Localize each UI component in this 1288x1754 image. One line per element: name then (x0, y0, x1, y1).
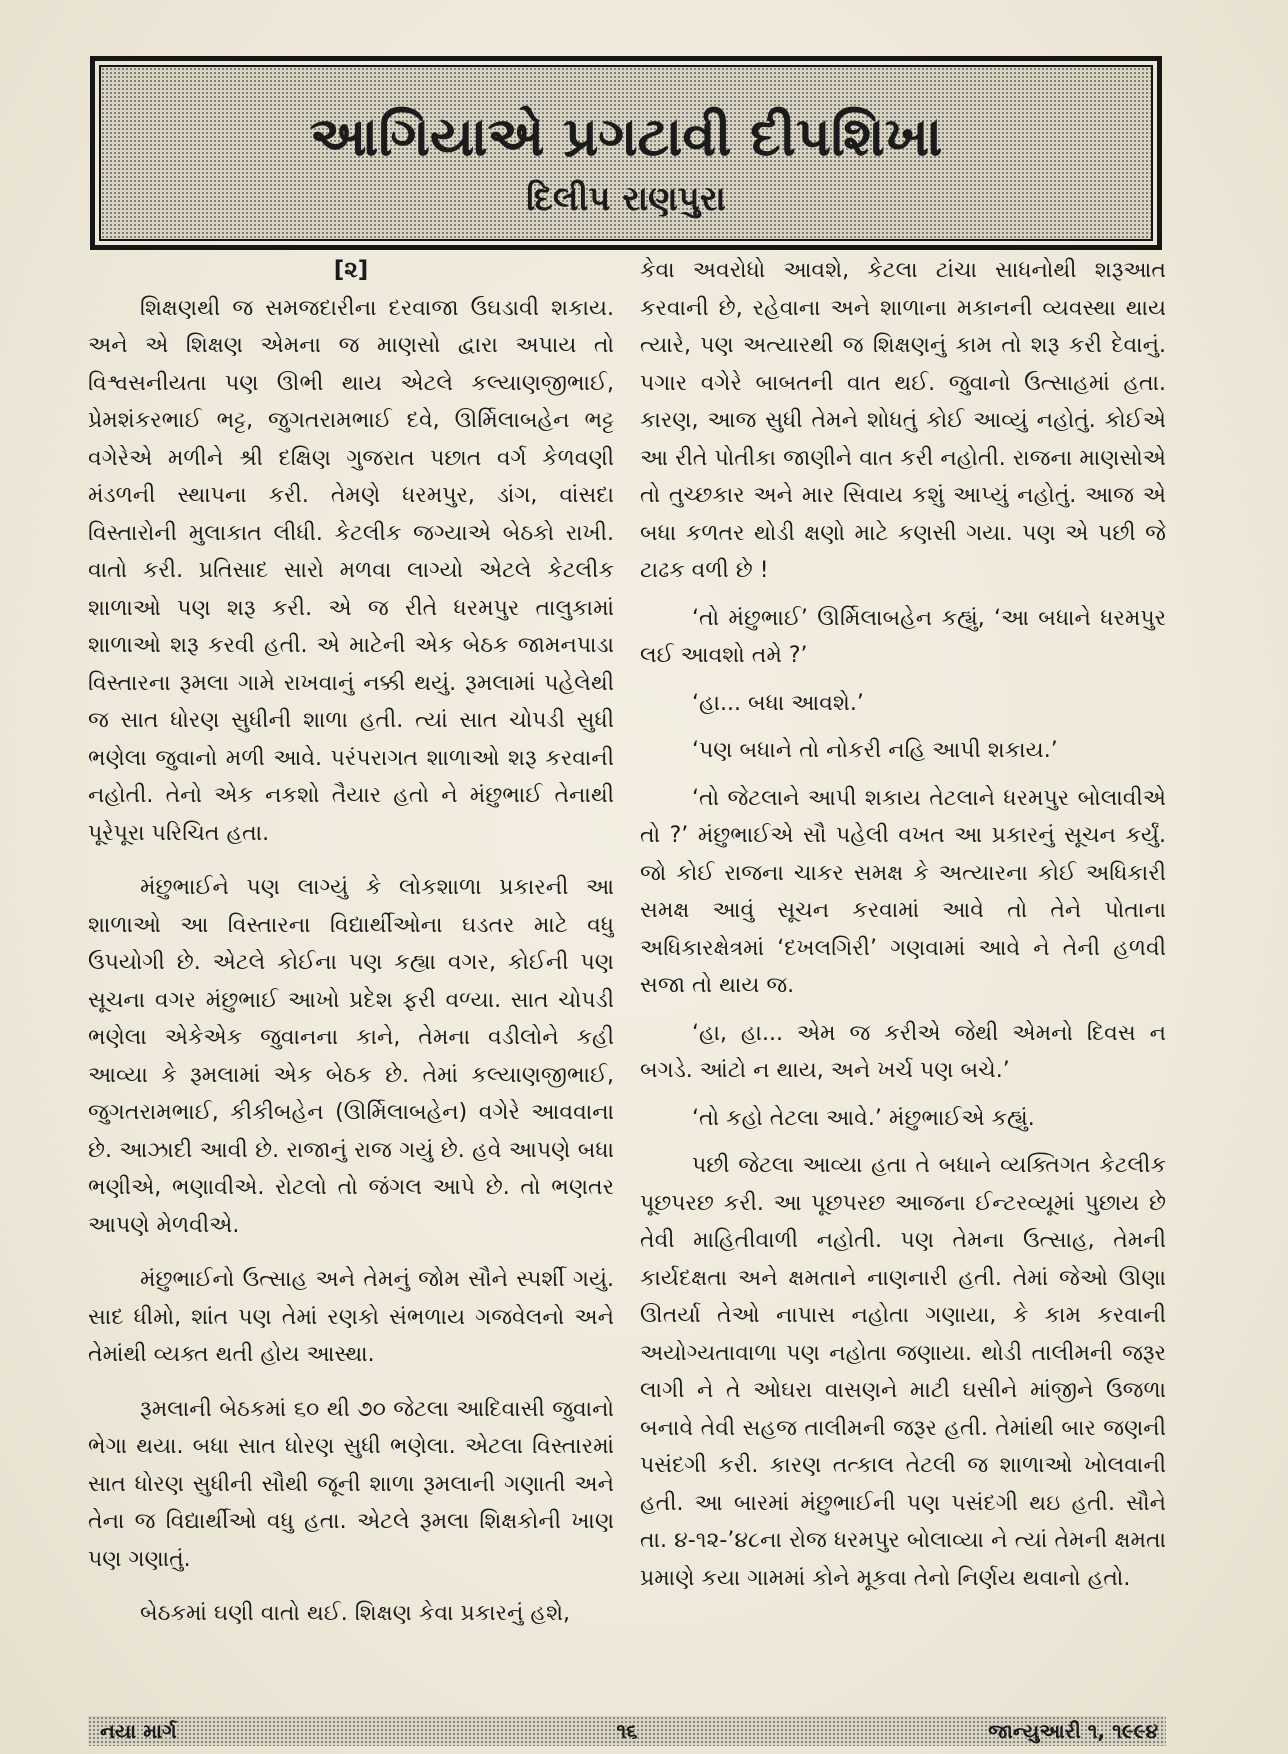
dialogue-paragraph: ‘તો જેટલાને આપી શકાય તેટલાને ધરમપુર બોલાવીએ તો ?’ મંછુભાઈએ સૌ પહેલી વખત આ પ્રકારનું સૂચન કર્યું. જો કોઈ રાજના ચાકર સમક્ષ કે અત્યારના કોઈ અધિકારી સમક્ષ આવું સૂચન કરવામાં આવે તો તેને પોતાના અધિકારક્ષેત્રમાં ‘દખલગિરી’ ગણવામાં આવે ને તેની હળવી સજા તો થાય જ. (640, 785, 1166, 998)
issue-date: જાન્યુઆરી ૧, ૧૯૯૪ (988, 1719, 1158, 1743)
page-number: ૧૬ (616, 1719, 638, 1743)
paragraph: પછી જેટલા આવ્યા હતા તે બધાને વ્યક્તિગત કેટલીક પૂછપરછ કરી. આ પૂછપરછ આજના ઈન્ટરવ્યૂમાં પુછાય છે તેવી માહિતીવાળી નહોતી. પણ તેમના ઉત્સાહ, તેમની કાર્યદક્ષતા અને ક્ષમતાને નાણનારી હતી. તેમાં જેઓ ઊણા ઊતર્યા તેઓ નાપાસ નહોતા ગણાયા, કે કામ કરવાની અયોગ્યતાવાળા પણ નહોતા જણાયા. થોડી તાલીમની જરૂર લાગી ને તે ઓઘરા વાસણને માટી ઘસીને માંજીને ઉજળા બનાવે તેવી સહજ તાલીમની જરૂર હતી. તેમાંથી બાર જણની પસંદગી કરી. કારણ તત્કાલ તેટલી જ શાળાઓ ખોલવાની હતી. આ બારમાં મંછુભાઈની પણ પસંદગી થઇ હતી. સૌને તા. ૪-૧૨-’૪૮ના રોજ ધરમપુર બોલાવ્યા ને ત્યાં તેમની ક્ષમતા પ્રમાણે કયા ગામમાં કોને મૂકવા તેનો નિર્ણય થવાનો હતો. (640, 1153, 1166, 1591)
dialogue-paragraph: ‘હા, હા... એમ જ કરીએ જેથી એમનો દિવસ ન બગડે. આંટો ન થાય, અને ખર્ચ પણ બચે.’ (640, 1020, 1166, 1083)
title-halftone-panel (99, 65, 1153, 241)
dialogue-paragraph: ‘પણ બધાને તો નોકરી નહિ આપી શકાય.’ (692, 738, 1058, 763)
paragraph: કેવા અવરોધો આવશે, કેટલા ટાંચા સાધનોથી શરૂઆત કરવાની છે, રહેવાના અને શાળાના મકાનની વ્યવસ્થા થાય ત્યારે, પણ અત્યારથી જ શિક્ષણનું કામ તો શરૂ કરી દેવાનું. પગાર વગેરે બાબતની વાત થઈ. જુવાનો ઉત્સાહમાં હતા. કારણ, આજ સુધી તેમને શોધતું કોઈ આવ્યું નહોતું. કોઈએ આ રીતે પોતીકા જાણીને વાત કરી નહોતી. રાજના માણસોએ તો તુચ્છકાર અને માર સિવાય કશું આપ્યું નહોતું. આજ એ બધા કળતર થોડી ક્ષણો માટે કણસી ગયા. પણ એ પછી જે ટાઢક વળી છે ! (640, 258, 1166, 583)
paragraph: મંછુભાઈને પણ લાગ્યું કે લોકશાળા પ્રકારની આ શાળાઓ આ વિસ્તારના વિદ્યાર્થીઓના ઘડતર માટે વધુ ઉપયોગી છે. એટલે કોઈના પણ કહ્યા વગર, કોઈની પણ સૂચના વગર મંછુભાઈ આખો પ્રદેશ ફરી વળ્યા. સાત ચોપડી ભણેલા એકેએક જુવાનના કાને, તેમના વડીલોને કહી આવ્યા કે રૂમલામાં એક બેઠક છે. તેમાં કલ્યાણજીભાઈ, જુગતરામભાઈ, કીકીબહેન (ઊર્મિલાબહેન) વગેરે આવવાના છે. આઝાદી આવી છે. રાજાનું રાજ ગયું છે. હવે આપણે બધા ભણીએ, ભણાવીએ. રોટલો તો જંગલ આપે છે. તો ભણતર આપણે મેળવીએ. (88, 875, 614, 1238)
paragraph: મંછુભાઈનો ઉત્સાહ અને તેમનું જોમ સૌને સ્પર્શી ગયું. સાદ ધીમો, શાંત પણ તેમાં રણકો સંભળાય ગજવેલનો અને તેમાંથી વ્યક્ત થતી હોય આસ્થા. (88, 1267, 614, 1367)
title-box (90, 56, 1162, 250)
page-footer (88, 1716, 1166, 1746)
paragraph: બેઠકમાં ઘણી વાતો થઈ. શિક્ષણ કેવા પ્રકારનું હશે, (140, 1601, 571, 1626)
magazine-name: નયા માર્ગ (100, 1719, 177, 1743)
paragraph: શિક્ષણથી જ સમજદારીના દરવાજા ઉઘડાવી શકાય. અને એ શિક્ષણ એમના જ માણસો દ્વારા અપાય તો વિશ્વસનીયતા પણ ઊભી થાય એટલે કલ્યાણજીભાઈ, પ્રેમશંકરભાઈ ભટ્ટ, જુગતરામભાઈ દવે, ઊર્મિલાબહેન ભટ્ટ વગેરેએ મળીને શ્રી દક્ષિણ ગુજરાત પછાત વર્ગ કેળવણી મંડળની સ્થાપના કરી. તેમણે ધરમપુર, ડાંગ, વાંસદા વિસ્તારોની મુલાકાત લીધી. કેટલીક જગ્યાએ બેઠકો રાખી. વાતો કરી. પ્રતિસાદ સારો મળવા લાગ્યો એટલે કેટલીક શાળાઓ પણ શરૂ કરી. એ જ રીતે ધરમપુર તાલુકામાં શાળાઓ શરૂ કરવી હતી. એ માટેની એક બેઠક જામનપાડા વિસ્તારના રૂમલા ગામે રાખવાનું નક્કી થયું. રૂમલામાં પહેલેથી જ સાત ધોરણ સુધીની શાળા હતી. ત્યાં સાત ચોપડી સુધી ભણેલા જુવાનો મળી આવે. પરંપરાગત શાળાઓ શરૂ કરવાની નહોતી. તેનો એક નકશો તૈયાર હતો ને મંછુભાઈ તેનાથી પૂરેપૂરા પરિચિત હતા. (88, 295, 614, 846)
article-author: દિલીપ રાણપુરા (526, 179, 726, 219)
right-column (640, 252, 1166, 1632)
dialogue-paragraph: ‘હા... બધા આવશે.’ (692, 690, 864, 716)
dialogue-paragraph: ‘તો કહો તેટલા આવે.’ મંછુભાઈએ કહ્યું. (692, 1105, 1035, 1131)
section-marker: [૨] (333, 257, 369, 283)
article-title: આગિયાએ પ્રગટાવી દીપશિખા (309, 105, 943, 168)
paragraph: રૂમલાની બેઠકમાં ૬૦ થી ૭૦ જેટલા આદિવાસી જુવાનો ભેગા થયા. બધા સાત ધોરણ સુધી ભણેલા. એટલા વિસ્તારમાં સાત ધોરણ સુધીની સૌથી જૂની શાળા રૂમલાની ગણાતી અને તેના જ વિદ્યાર્થીઓ વધુ હતા. એટલે રૂમલા શિક્ષકોની ખાણ પણ ગણાતું. (88, 1396, 614, 1572)
left-column (88, 252, 614, 1632)
dialogue-paragraph: ‘તો મંછુભાઈ’ ઊર્મિલાબહેન કહ્યું, ‘આ બધાને ધરમપુર લઈ આવશો તમે ?’ (640, 605, 1166, 668)
